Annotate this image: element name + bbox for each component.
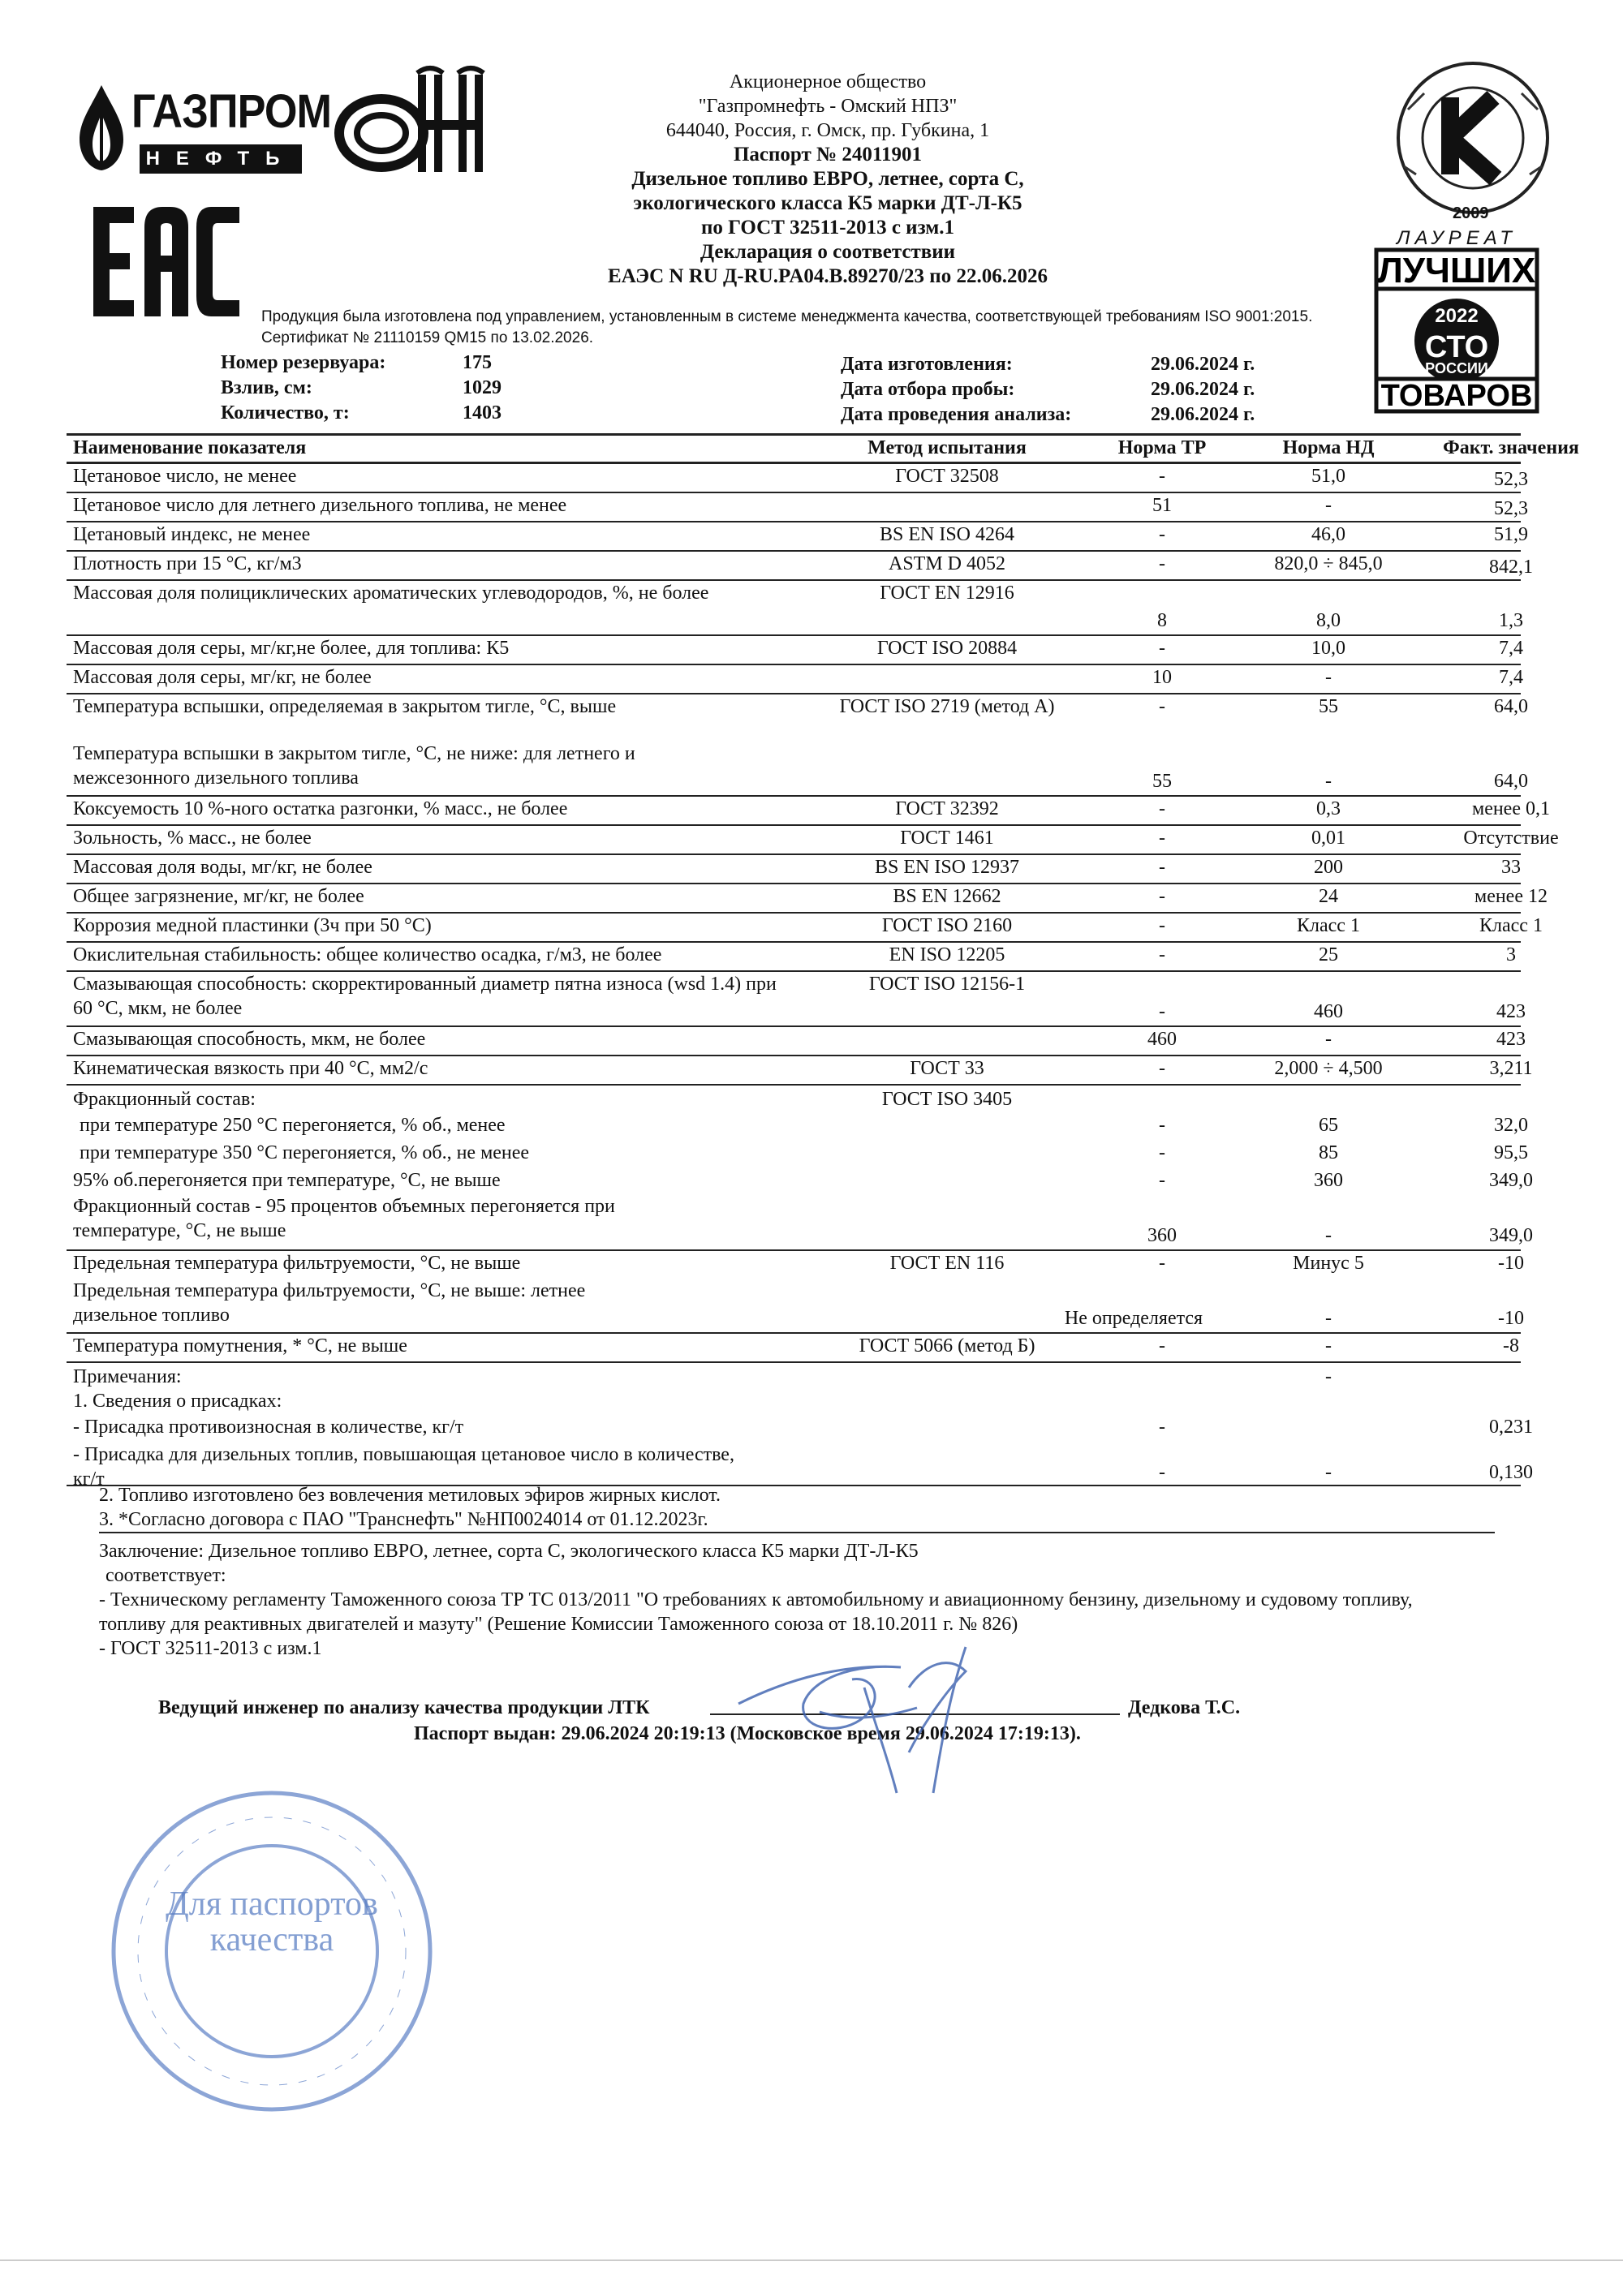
table-row xyxy=(67,1334,1521,1363)
additives-title: 1. Сведения о присадках: xyxy=(73,1391,282,1412)
row-name: Зольность, % масс., не более xyxy=(73,828,312,849)
row-norm-nd: 200 xyxy=(1314,857,1343,878)
tank-label: Номер резервуара: xyxy=(221,352,386,373)
row-norm-nd: 46,0 xyxy=(1311,524,1345,545)
row-norm-nd: - xyxy=(1325,771,1332,792)
row-fact: 1,3 xyxy=(1499,610,1523,631)
row-method: ГОСТ 1461 xyxy=(900,828,994,849)
row-method: ГОСТ ISO 12156-1 xyxy=(868,974,1026,995)
row-norm-nd: 2,000 ÷ 4,500 xyxy=(1274,1058,1383,1079)
made-date-label: Дата изготовления: xyxy=(841,354,1013,375)
table-row xyxy=(67,943,1521,972)
row-name: Температура вспышки в закрытом тигле, °С, не ниже: для летнего и межсезонного дизельного топлива xyxy=(73,743,635,789)
table-row xyxy=(67,694,1528,742)
row-norm-nd: 0,3 xyxy=(1316,798,1341,819)
row-norm-nd: 55 xyxy=(1319,696,1338,717)
product-line-2: экологического класса К5 марки ДТ-Л-К5 xyxy=(633,192,1022,214)
row-name: Коррозия медной пластинки (3ч при 50 °С) xyxy=(73,915,432,936)
engineer-role: Ведущий инженер по анализу качества продукции ЛТК xyxy=(158,1697,650,1718)
fill-label: Взлив, см: xyxy=(221,377,312,398)
table-row xyxy=(67,826,1559,855)
stamp-center-text: Для паспортов качества xyxy=(166,1885,378,1958)
sample-date-value: 29.06.2024 г. xyxy=(1151,379,1255,400)
row-fact: 7,4 xyxy=(1499,667,1523,688)
table-row xyxy=(67,636,1521,665)
row-norm-nd: - xyxy=(1325,667,1332,688)
row-method: ASTM D 4052 xyxy=(888,553,1005,574)
row-method: ГОСТ ISO 2719 (метод А) xyxy=(839,696,1055,717)
row-method: ГОСТ EN 116 xyxy=(889,1253,1005,1274)
quantity-value: 1403 xyxy=(463,402,502,424)
conclusion-line-3: - Техническому регламенту Таможенного союза ТР ТС 013/2011 "О требованиях к автомобильному и авиационному бензину, дизельному и судовому топливу, топливу для реактивных двигателей и мазуту" (Решение Комиссии Таможенного союза от 18.10.2011 г. № 826) xyxy=(99,1589,1413,1635)
award-year: 2009 xyxy=(1453,204,1489,222)
additive-2-nd: - xyxy=(1325,1462,1332,1483)
svg-text:2022: 2022 xyxy=(1435,305,1479,327)
additive-1-name: - Присадка противоизносная в количестве, кг/т xyxy=(73,1417,464,1438)
row-norm-tr: 10 xyxy=(1152,667,1172,688)
frac-title: Фракционный состав: xyxy=(73,1089,256,1110)
frac-line-3-fact: 349,0 xyxy=(1489,1170,1533,1191)
frac-line-2-fact: 95,5 xyxy=(1494,1142,1528,1163)
engineer-name: Дедкова Т.С. xyxy=(1128,1697,1241,1718)
row-method: BS EN ISO 4264 xyxy=(879,524,1015,545)
table-row xyxy=(67,522,1528,552)
production-note: Продукция была изготовлена под управлением, установленным в системе менеджмента качества, соответствующей требованиям ISO 9001:2015. Сертификат № 21110159 QM15 по 13.02.2026. xyxy=(261,308,1313,346)
additive-2-name: - Присадка для дизельных топлив, повышающая цетановое число в количестве, кг/т xyxy=(73,1444,734,1490)
row-name: Цетановое число, не менее xyxy=(73,466,297,487)
org-address: 644040, Россия, г. Омск, пр. Губкина, 1 xyxy=(665,120,990,141)
row-norm-tr: - xyxy=(1159,828,1165,849)
table-row xyxy=(67,1086,1533,1194)
header-name: Наименование показателя xyxy=(73,437,307,458)
row-norm-tr: - xyxy=(1159,1001,1165,1022)
declaration-number: ЕАЭС N RU Д-RU.PA04.B.89270/23 по 22.06.2026 xyxy=(608,265,1048,287)
table-row xyxy=(67,884,1548,914)
svg-text:ЛУЧШИХ: ЛУЧШИХ xyxy=(1377,251,1536,290)
row-norm-nd: Минус 5 xyxy=(1293,1253,1364,1274)
notes-dash: - xyxy=(1325,1366,1332,1387)
additives-block xyxy=(67,1363,1533,1490)
note-3: 3. *Согласно договора с ПАО "Транснефть" №НП0024014 от 01.12.2023г. xyxy=(99,1507,1495,1533)
table-row xyxy=(67,914,1543,943)
svg-text:СТО: СТО xyxy=(1424,330,1489,364)
row-norm-tr: - xyxy=(1159,553,1165,574)
frac-line-2-nd: 85 xyxy=(1319,1142,1338,1163)
row-name: Смазывающая способность: скорректированный диаметр пятна износа (wsd 1.4) при 60 °С, мкм, не более xyxy=(73,974,777,1019)
row-norm-tr: - xyxy=(1159,1058,1165,1079)
row-norm-tr: - xyxy=(1159,524,1165,545)
row-norm-nd: - xyxy=(1325,1335,1332,1357)
row-norm-tr: 51 xyxy=(1152,495,1172,516)
row-norm-nd: 10,0 xyxy=(1311,638,1345,659)
row-fact: 52,3 xyxy=(1494,498,1528,519)
row-norm-tr: - xyxy=(1159,798,1165,819)
table-header-row xyxy=(67,433,1579,464)
header-method: Метод испытания xyxy=(867,437,1027,458)
frac-line-1: при температуре 250 °С перегоняется, % об., менее xyxy=(80,1115,506,1136)
row-name: Цетановое число для летнего дизельного топлива, не менее xyxy=(73,495,567,516)
note-2: 2. Топливо изготовлено без вовлечения метиловых эфиров жирных кислот. xyxy=(99,1485,721,1506)
table-row xyxy=(67,742,1528,797)
best-goods-badge-icon xyxy=(1371,245,1542,415)
frac-method: ГОСТ ISO 3405 xyxy=(881,1089,1013,1110)
analysis-date-label: Дата проведения анализа: xyxy=(841,404,1072,425)
row-name: Плотность при 15 °С, кг/м3 xyxy=(73,553,302,574)
table-row xyxy=(67,581,1521,636)
row-method: ГОСТ 33 xyxy=(910,1058,984,1079)
additive-2-fact: 0,130 xyxy=(1489,1462,1533,1483)
table-row xyxy=(67,1194,1533,1251)
additive-2-tr: - xyxy=(1159,1462,1165,1483)
row-norm-nd: Класс 1 xyxy=(1297,915,1360,936)
row-fact: 64,0 xyxy=(1494,696,1528,717)
conclusion-line-1: Заключение: Дизельное топливо ЕВРО, летнее, сорта С, экологического класса К5 марки ДТ-Л-К5 xyxy=(99,1541,919,1562)
handwritten-signature-icon xyxy=(722,1631,1063,1842)
row-norm-tr: - xyxy=(1159,944,1165,965)
fill-value: 1029 xyxy=(463,377,502,398)
eac-mark-icon xyxy=(89,203,243,320)
conclusion-line-4: - ГОСТ 32511-2013 с изм.1 xyxy=(99,1638,322,1659)
quantity-label: Количество, т: xyxy=(221,402,350,424)
frac-line-3-tr: - xyxy=(1159,1170,1165,1191)
row-name: Массовая доля серы, мг/кг,не более, для топлива: К5 xyxy=(73,638,510,659)
page-bottom-line xyxy=(0,2259,1623,2261)
row-name: Массовая доля полициклических ароматических углеводородов, %, не более xyxy=(73,583,709,604)
row-fact: менее 12 xyxy=(1474,886,1548,907)
frac-line-1-fact: 32,0 xyxy=(1494,1115,1528,1136)
row-name: Коксуемость 10 %-ного остатка разгонки, % масс., не более xyxy=(73,798,568,819)
row-name: Общее загрязнение, мг/кг, не более xyxy=(73,886,364,907)
row-method: ГОСТ 32508 xyxy=(895,466,999,487)
row-norm-nd: 25 xyxy=(1319,944,1338,965)
flame-icon xyxy=(65,81,138,174)
row-norm-nd: - xyxy=(1325,495,1332,516)
conclusion-line-2: соответствует: xyxy=(105,1565,226,1586)
row-name: Кинематическая вязкость при 40 °С, мм2/с xyxy=(73,1058,428,1079)
row-name: Фракционный состав - 95 процентов объемных перегоняется при температуре, °С, не выше xyxy=(73,1196,615,1241)
row-norm-nd: 8,0 xyxy=(1316,610,1341,631)
row-fact: 51,9 xyxy=(1494,524,1528,545)
declaration-title: Декларация о соответствии xyxy=(700,241,956,263)
table-row xyxy=(67,665,1521,694)
row-norm-nd: - xyxy=(1325,1225,1332,1246)
frac-line-3: 95% об.перегоняется при температуре, °С, не выше xyxy=(73,1170,501,1191)
svg-text:РОССИИ: РОССИИ xyxy=(1425,360,1488,376)
tank-value: 175 xyxy=(463,352,492,373)
row-fact: -8 xyxy=(1503,1335,1519,1357)
table-row xyxy=(67,972,1526,1027)
row-norm-nd: - xyxy=(1325,1029,1332,1050)
frac-line-1-tr: - xyxy=(1159,1115,1165,1136)
row-name: Цетановый индекс, не менее xyxy=(73,524,311,545)
passport-number: Паспорт № 24011901 xyxy=(733,144,923,166)
frac-line-2-tr: - xyxy=(1159,1142,1165,1163)
row-norm-tr: 460 xyxy=(1147,1029,1177,1050)
row-method: EN ISO 12205 xyxy=(889,944,1005,965)
row-norm-tr: - xyxy=(1159,638,1165,659)
header-norm-nd: Норма НД xyxy=(1282,437,1375,458)
row-fact: 842,1 xyxy=(1489,557,1533,578)
row-norm-tr: - xyxy=(1159,886,1165,907)
org-type: Акционерное общество xyxy=(729,71,927,92)
analysis-date-value: 29.06.2024 г. xyxy=(1151,404,1255,425)
header-norm-tr: Норма ТР xyxy=(1117,437,1207,458)
row-method: ГОСТ EN 12916 xyxy=(880,583,1014,604)
document-header xyxy=(536,70,1120,289)
org-name: "Газпромнефть - Омский НПЗ" xyxy=(698,96,958,117)
row-norm-tr: - xyxy=(1159,915,1165,936)
issued-line: Паспорт выдан: 29.06.2024 20:19:13 (Московское время 29.06.2024 17:19:13). xyxy=(414,1723,1081,1744)
row-name: Предельная температура фильтруемости, °С, не выше xyxy=(73,1253,521,1274)
row-fact: 3 xyxy=(1506,944,1516,965)
row-fact: 423 xyxy=(1496,1001,1526,1022)
row-name: Массовая доля серы, мг/кг, не более xyxy=(73,667,372,688)
row-fact: Отсутствие xyxy=(1463,828,1559,849)
row-fact: -10 xyxy=(1498,1308,1524,1329)
row-fact: Класс 1 xyxy=(1479,915,1543,936)
row-norm-nd: 820,0 ÷ 845,0 xyxy=(1274,553,1383,574)
additive-1-tr: - xyxy=(1159,1417,1165,1438)
additive-1-fact: 0,231 xyxy=(1489,1417,1533,1438)
row-name: Смазывающая способность, мкм, не более xyxy=(73,1029,426,1050)
frac-line-2: при температуре 350 °С перегоняется, % об., не менее xyxy=(80,1142,530,1163)
row-fact: 52,3 xyxy=(1494,469,1528,490)
gazprom-neft-logo xyxy=(65,81,332,174)
row-fact: 423 xyxy=(1496,1029,1526,1050)
row-norm-nd: 460 xyxy=(1314,1001,1343,1022)
table-row xyxy=(67,1056,1533,1086)
row-norm-tr: - xyxy=(1159,696,1165,717)
product-line-1: Дизельное топливо ЕВРО, летнее, сорта С, xyxy=(631,168,1024,190)
table-row xyxy=(67,464,1528,493)
notes-title: Примечания: xyxy=(73,1366,182,1387)
table-row xyxy=(67,797,1550,826)
quality-award-icon xyxy=(1392,61,1554,223)
row-fact: 64,0 xyxy=(1494,771,1528,792)
row-fact: 3,211 xyxy=(1489,1058,1533,1079)
row-method: ГОСТ 32392 xyxy=(895,798,999,819)
made-date-value: 29.06.2024 г. xyxy=(1151,354,1255,375)
row-name: Температура помутнения, * °С, не выше xyxy=(73,1335,407,1357)
table-row xyxy=(67,855,1521,884)
row-norm-tr: Не определяется xyxy=(1064,1308,1203,1329)
table-row xyxy=(67,1251,1524,1279)
product-line-3: по ГОСТ 32511-2013 с изм.1 xyxy=(700,217,955,239)
refinery-logo-icon xyxy=(331,58,493,180)
row-name: Окислительная стабильность: общее количество осадка, г/м3, не более xyxy=(73,944,662,965)
row-fact: менее 0,1 xyxy=(1472,798,1550,819)
neft-word: НЕФТЬ xyxy=(140,144,302,174)
sample-date-label: Дата отбора пробы: xyxy=(841,379,1015,400)
row-fact: 33 xyxy=(1501,857,1521,878)
row-name: Температура вспышки, определяемая в закрытом тигле, °С, выше xyxy=(73,696,617,717)
row-norm-tr: 360 xyxy=(1147,1225,1177,1246)
row-fact: -10 xyxy=(1498,1253,1524,1274)
row-method: BS EN ISO 12937 xyxy=(874,857,1020,878)
table-row xyxy=(67,1279,1524,1334)
gazprom-word: ГАЗПРОМ xyxy=(131,85,332,138)
row-method: ГОСТ 5066 (метод Б) xyxy=(859,1335,1035,1357)
frac-line-3-nd: 360 xyxy=(1314,1170,1343,1191)
svg-text:ТОВАРОВ: ТОВАРОВ xyxy=(1380,379,1533,413)
header-fact: Факт. значения xyxy=(1443,437,1579,458)
row-norm-tr: - xyxy=(1159,857,1165,878)
row-norm-tr: 8 xyxy=(1157,610,1167,631)
row-method: ГОСТ ISO 20884 xyxy=(876,638,1018,659)
row-fact: 7,4 xyxy=(1499,638,1523,659)
table-row xyxy=(67,552,1533,581)
row-norm-nd: 24 xyxy=(1319,886,1338,907)
row-norm-tr: - xyxy=(1159,1335,1165,1357)
row-method: BS EN 12662 xyxy=(893,886,1001,907)
row-norm-nd: - xyxy=(1325,1308,1332,1329)
row-norm-nd: 51,0 xyxy=(1311,466,1345,487)
row-method: ГОСТ ISO 2160 xyxy=(881,915,1013,936)
row-norm-tr: - xyxy=(1159,1253,1165,1274)
indicators-table xyxy=(67,433,1579,1490)
row-fact: 349,0 xyxy=(1489,1225,1533,1246)
row-name: Предельная температура фильтруемости, °С, не выше: летнее дизельное топливо xyxy=(73,1280,586,1326)
row-norm-tr: 55 xyxy=(1152,771,1172,792)
row-name: Массовая доля воды, мг/кг, не более xyxy=(73,857,372,878)
row-norm-tr: - xyxy=(1159,466,1165,487)
laureat-label: ЛАУРЕАТ xyxy=(1397,227,1517,249)
table-row xyxy=(67,493,1528,522)
frac-line-1-nd: 65 xyxy=(1319,1115,1338,1136)
table-row xyxy=(67,1027,1526,1056)
row-norm-nd: 0,01 xyxy=(1311,828,1345,849)
